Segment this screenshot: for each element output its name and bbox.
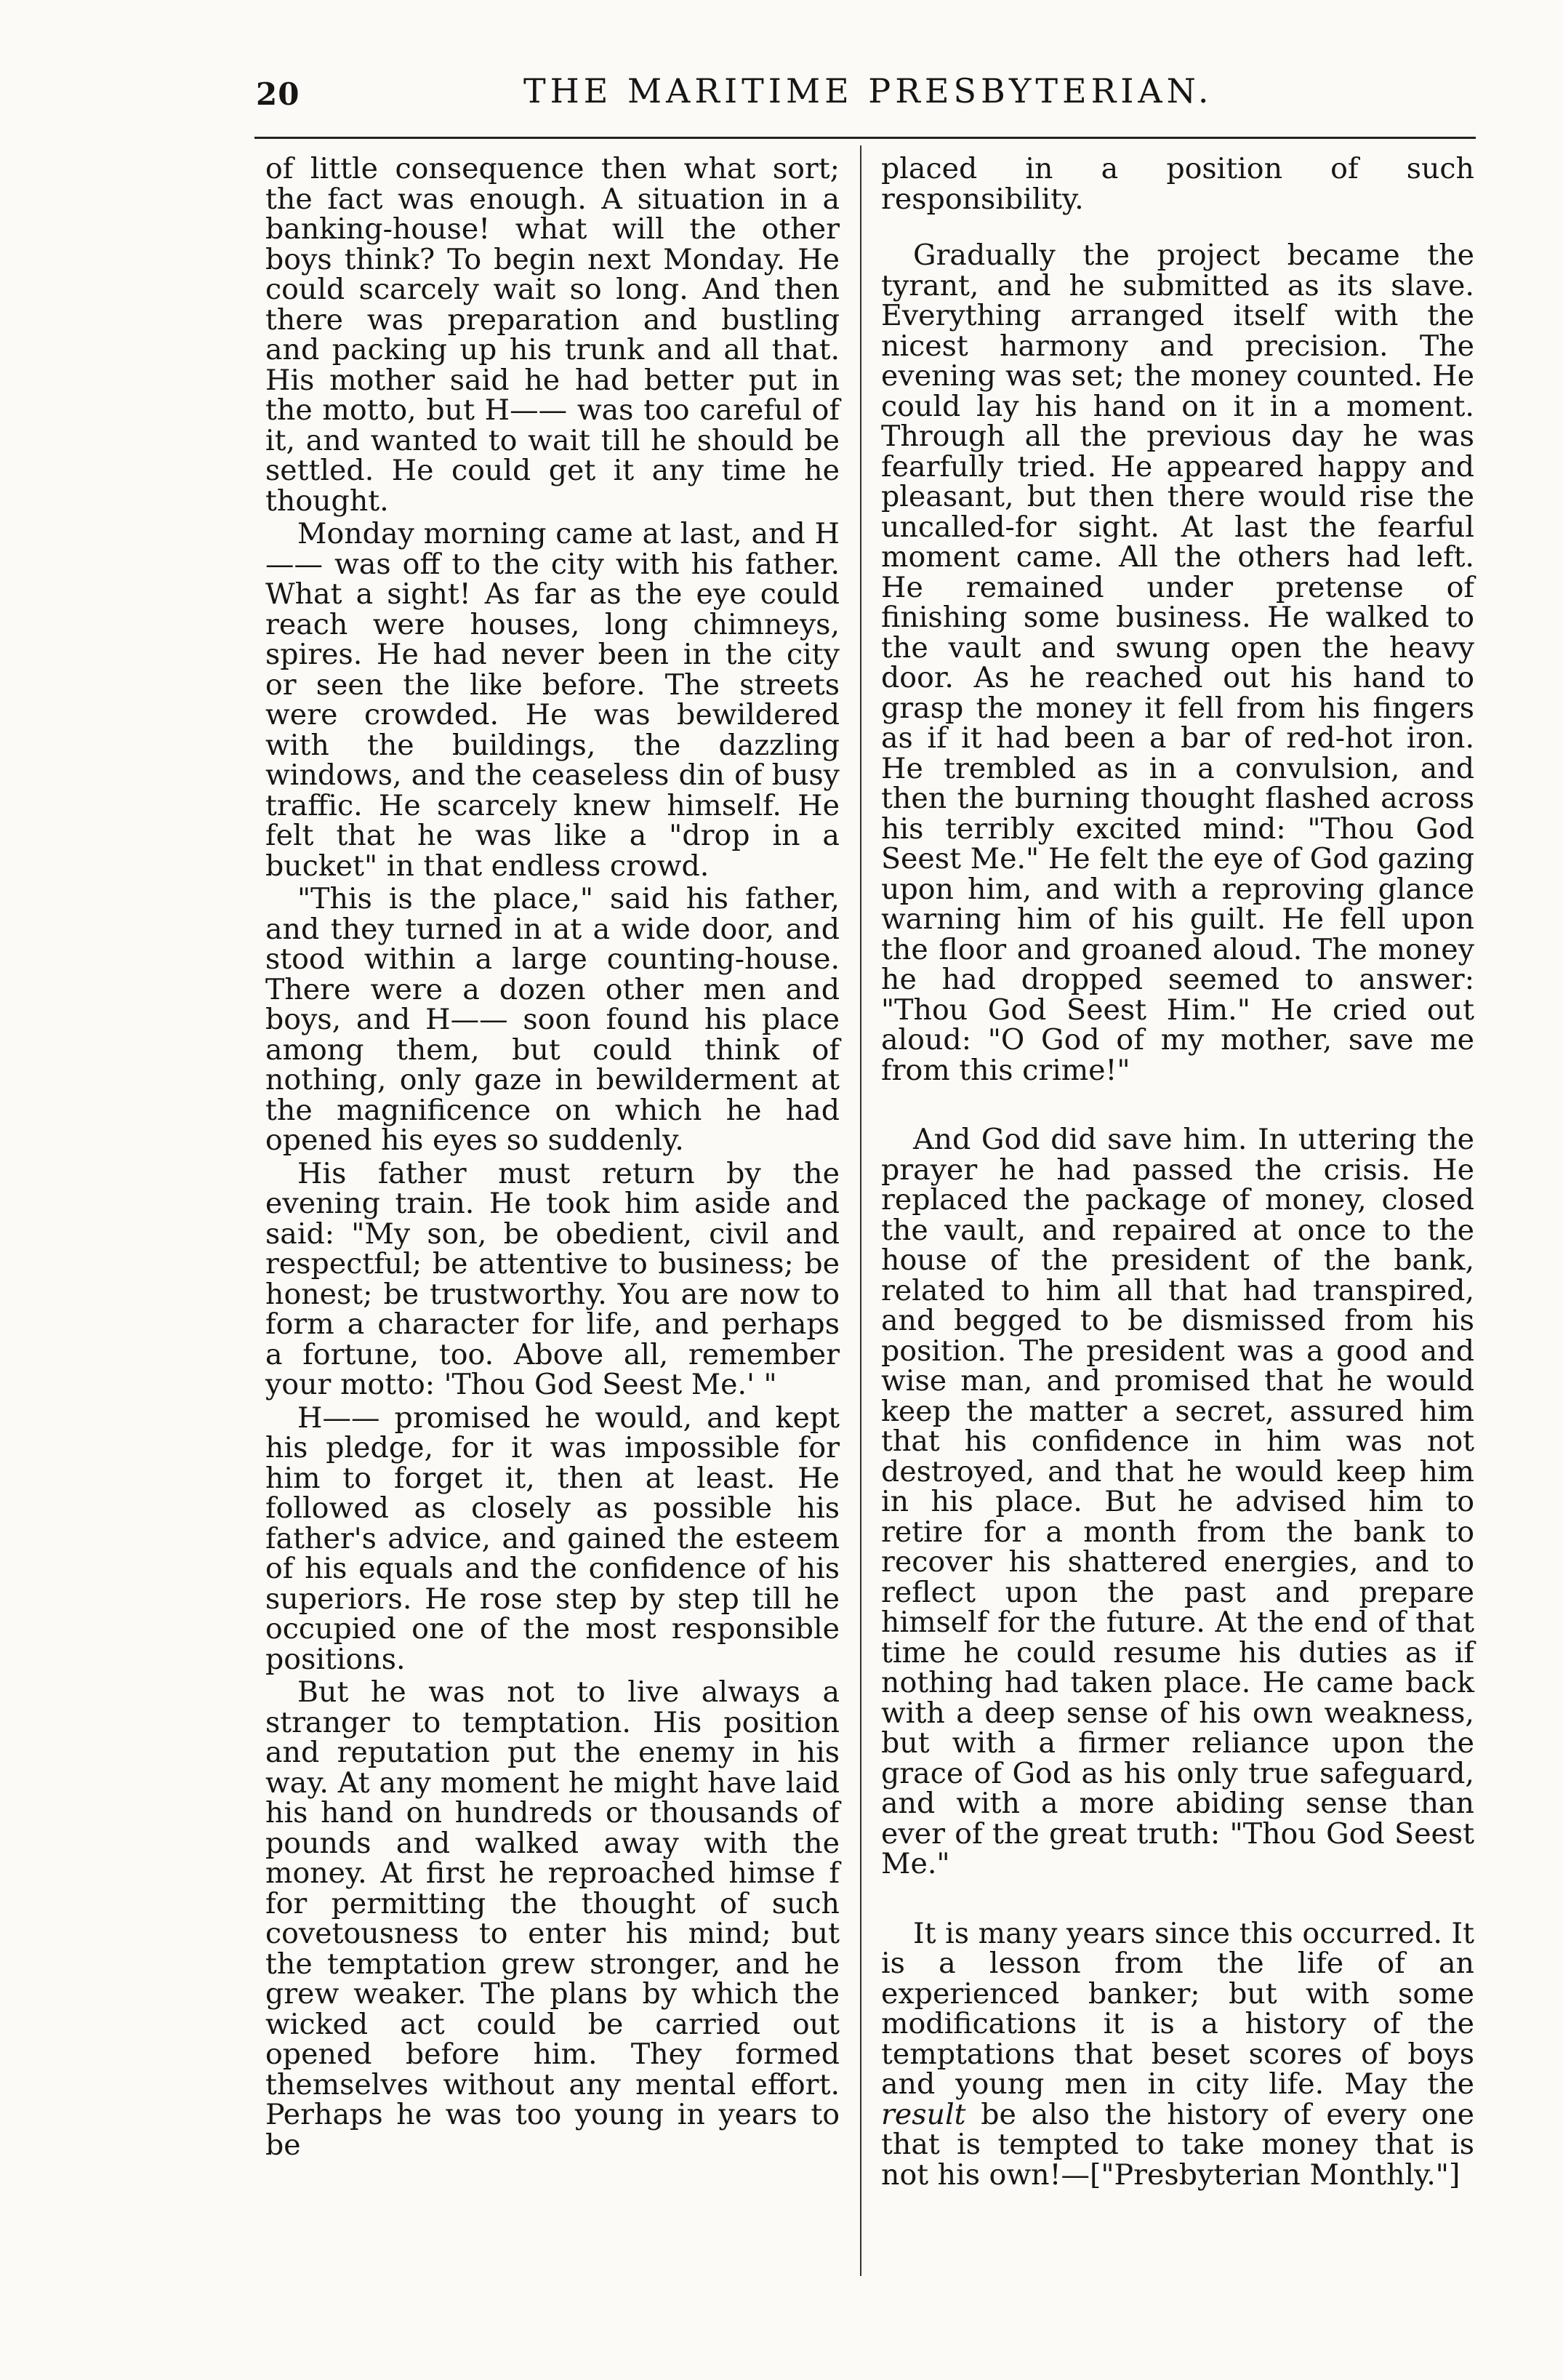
paragraph: H—— promised he would, and kept his pledge, for it was impossible for him to forget it, then at least. He followed as closely as possible his father's advice, and gained the esteem of his equals and the confidence of his superiors. He rose step by step till he occupied one of the most responsible positions. — [265, 1401, 840, 1676]
paragraph: Gradually the project became the tyrant, and he submitted as its slave. Everything arranged itself with the nicest harmony and precision. The evening was set; the money counted. He could lay his hand on it in a moment. Through all the previous day he was fearfully tried. He appeared happy and pleasant, but then there would rise the uncalled-for sight. At last the fearful moment came. All the others had left. He remained under pretense of finishing some business. He walked to the vault and swung open the heavy door. As he reached out his hand to grasp the money it fell from his fingers as if it had been a bar of red-hot iron. He trembled as in a convulsion, and then the burning thought flashed across his terribly excited mind: "Thou God Seest Me." He felt the eye of God gazing upon him, and with a reproving glance warning him of his guilt. He fell upon the floor and groaned aloud. The money he had dropped seemed to answer: "Thou God Seest Him." He cried out aloud: "O God of my mother, save me from this crime!" — [881, 239, 1474, 1087]
page-number: 20 — [256, 76, 300, 112]
paragraph: And God did save him. In uttering the prayer he had passed the crisis. He replaced the package of money, closed the vault, and repaired at once to the house of the president of the bank, related to him all that had transpired, and begged to be dismissed from his position. The president was a good and wise man, and promised that he would keep the matter a secret, assured him that his confidence in him was not destroyed, and that he would keep him in his place. But he advised him to retire for a month from the bank to recover his shattered energies, and to reflect upon the past and prepare himself for the future. At the end of that time he could resume his duties as if nothing had taken place. He came back with a deep sense of his own weakness, but with a firmer reliance upon the grace of God as his only true safeguard, and with a more abiding sense than ever of the great truth: "Thou God Seest Me." — [881, 1123, 1474, 1880]
header-rule — [254, 137, 1476, 139]
closing-text: It is many years since this occurred. It is a lesson from the life of an experienced banker; but with some modifications it is a history of the temptations that beset scores of boys and young men in city life. May the — [881, 1916, 1474, 2101]
paragraph: Monday morning came at last, and H—— was off to the city with his father. What a sight! As far as the eye could reach were houses, long chimneys, spires. He had never been in the city or seen the like before. The streets were crowded. He was bewildered with the buildings, the dazzling windows, and the ceaseless din of busy traffic. He scarcely knew himself. He felt that he was like a "drop in a bucket" in that endless crowd. — [265, 517, 840, 883]
closing-paragraph — [881, 1916, 1474, 2192]
running-title: THE MARITIME PRESBYTERIAN. — [523, 71, 1213, 111]
paragraph: But he was not to live always a stranger to temptation. His position and reputation put the enemy in his way. At any moment he might have laid his hand on hundreds or thousands of pounds and walked away with the money. At first he reproached himse f for permitting the thought of such covetousness to enter his mind; but the temptation grew stronger, and he grew weaker. The plans by which the wicked act could be carried out opened before him. They formed themselves without any mental effort. Perhaps he was too young in years to be — [265, 1675, 840, 2162]
paragraph: "This is the place," said his father, and they turned in at a wide door, and stood within a large counting-house. There were a dozen other men and boys, and H—— soon found his place among them, but could think of nothing, only gaze in bewilderment at the magnificence on which he had opened his eyes so suddenly. — [265, 882, 840, 1157]
paragraph: of little consequence then what sort; the fact was enough. A situation in a banking-house! what will the other boys think? To begin next Monday. He could scarcely wait so long. And then there was preparation and bustling and packing up his trunk and all that. His mother said he had better put in the motto, but H—— was too careful of it, and wanted to wait till he should be settled. He could get it any time he thought. — [265, 152, 840, 518]
paragraph: placed in a position of such responsibility. — [881, 152, 1474, 216]
left-column — [265, 154, 840, 2163]
paragraph: His father must return by the evening train. He took him aside and said: "My son, be obedient, civil and respectful; be attentive to business; be honest; be trustworthy. You are now to form a character for life, and perhaps a fortune, too. Above all, remember your motto: 'Thou God Seest Me.' " — [265, 1156, 840, 1401]
column-divider — [860, 145, 861, 2276]
emphasized-word: result — [881, 2097, 966, 2131]
closing-text-end: be also the history of every one that is tempted to take money that is not his own!—["Presbyterian Monthly."] — [881, 2097, 1474, 2192]
right-column — [881, 154, 1474, 2193]
